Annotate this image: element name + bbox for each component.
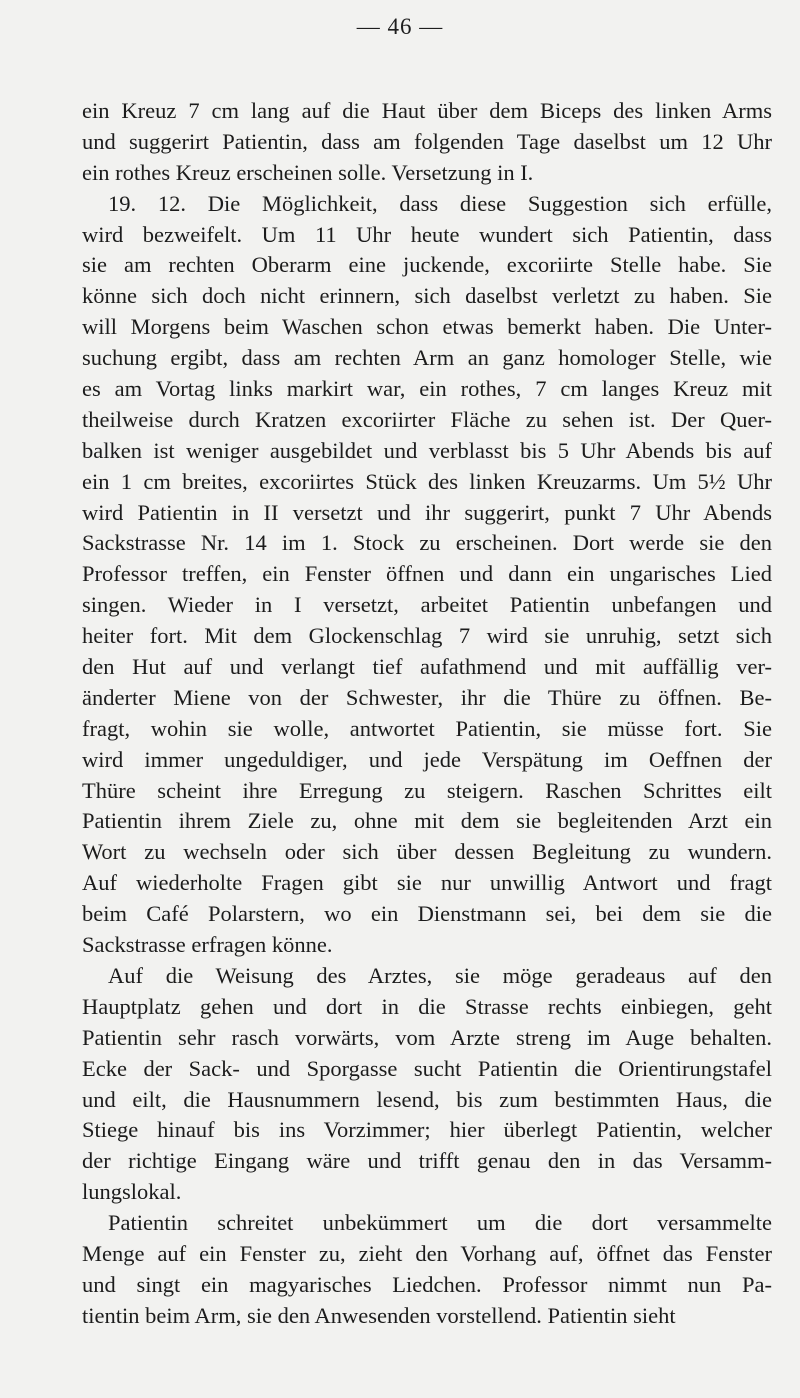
text-line: fragt, wohin sie wolle, antwortet Patientin, sie müsse fort. Sie (82, 715, 772, 741)
text-line: Patientin ihrem Ziele zu, ohne mit dem sie begleitenden Arzt ein (82, 808, 772, 834)
text-line: Stiege hinauf bis ins Vorzimmer; hier überlegt Patientin, welcher (82, 1117, 772, 1143)
text-line: Wort zu wechseln oder sich über dessen Begleitung zu wundern. (82, 839, 772, 865)
text-line: heiter fort. Mit dem Glockenschlag 7 wird sie unruhig, setzt sich (82, 623, 772, 649)
text-line: Sackstrasse erfragen könne. (82, 932, 333, 958)
page-number: — 46 — (356, 14, 444, 39)
text-line: lungslokal. (82, 1179, 182, 1205)
text-line: Auf die Weisung des Arztes, sie möge geradeaus auf den (108, 962, 772, 988)
text-line: ein rothes Kreuz erscheinen solle. Versetzung in I. (82, 159, 534, 185)
text-line: und eilt, die Hausnummern lesend, bis zum bestimmten Haus, die (82, 1086, 772, 1112)
text-line: Sackstrasse Nr. 14 im 1. Stock zu erscheinen. Dort werde sie den (82, 530, 772, 556)
text-line: und singt ein magyarisches Liedchen. Professor nimmt nun Pa- (82, 1271, 772, 1297)
text-line: balken ist weniger ausgebildet und verblasst bis 5 Uhr Abends bis auf (82, 437, 772, 463)
text-line: will Morgens beim Waschen schon etwas bemerkt haben. Die Unter- (82, 314, 772, 340)
text-line: ein 1 cm breites, excoriirtes Stück des linken Kreuzarms. Um 5½ Uhr (82, 468, 772, 494)
text-line: den Hut auf und verlangt tief aufathmend und mit auffällig ver- (82, 654, 772, 680)
text-line: tientin beim Arm, sie den Anwesenden vorstellend. Patientin sieht (82, 1302, 676, 1328)
text-line: Hauptplatz gehen und dort in die Strasse rechts einbiegen, geht (82, 993, 772, 1019)
text-line: Professor treffen, ein Fenster öffnen und dann ein ungarisches Lied (82, 561, 772, 587)
text-line: singen. Wieder in I versetzt, arbeitet Patientin unbefangen und (82, 592, 772, 618)
text-line: Patientin sehr rasch vorwärts, vom Arzte streng im Auge behalten. (82, 1024, 772, 1050)
text-line: wird Patientin in II versetzt und ihr suggerirt, punkt 7 Uhr Abends (82, 499, 772, 525)
text-line: beim Café Polarstern, wo ein Dienstmann sei, bei dem sie die (82, 901, 772, 927)
text-line: der richtige Eingang wäre und trifft genau den in das Versamm- (82, 1148, 772, 1174)
text-line: Patientin schreitet unbekümmert um die dort versammelte (108, 1210, 772, 1236)
text-line: wird immer ungeduldiger, und jede Verspätung im Oeffnen der (82, 746, 772, 772)
text-line: änderter Miene von der Schwester, ihr die Thüre zu öffnen. Be- (82, 684, 772, 710)
text-line: ein Kreuz 7 cm lang auf die Haut über dem Biceps des linken Arms (82, 98, 772, 123)
text-line: wird bezweifelt. Um 11 Uhr heute wundert sich Patientin, dass (82, 221, 772, 247)
text-line: 19. 12. Die Möglichkeit, dass diese Suggestion sich erfülle, (108, 190, 772, 216)
text-line: es am Vortag links markirt war, ein rothes, 7 cm langes Kreuz mit (82, 376, 772, 402)
text-line: theilweise durch Kratzen excoriirter Fläche zu sehen ist. Der Quer- (82, 406, 772, 432)
body-text (82, 96, 772, 1332)
text-line: suchung ergibt, dass am rechten Arm an ganz homologer Stelle, wie (82, 345, 772, 371)
text-line: sie am rechten Oberarm eine juckende, excoriirte Stelle habe. Sie (82, 252, 772, 278)
text-line: und suggerirt Patientin, dass am folgenden Tage daselbst um 12 Uhr (82, 128, 772, 154)
text-line: Menge auf ein Fenster zu, zieht den Vorhang auf, öffnet das Fenster (82, 1240, 772, 1266)
text-line: Auf wiederholte Fragen gibt sie nur unwillig Antwort und fragt (82, 870, 772, 896)
text-line: könne sich doch nicht erinnern, sich daselbst verletzt zu haben. Sie (82, 283, 772, 309)
text-line: Thüre scheint ihre Erregung zu steigern. Raschen Schrittes eilt (82, 777, 772, 803)
text-line: Ecke der Sack- und Sporgasse sucht Patientin die Orientirungstafel (82, 1055, 772, 1081)
